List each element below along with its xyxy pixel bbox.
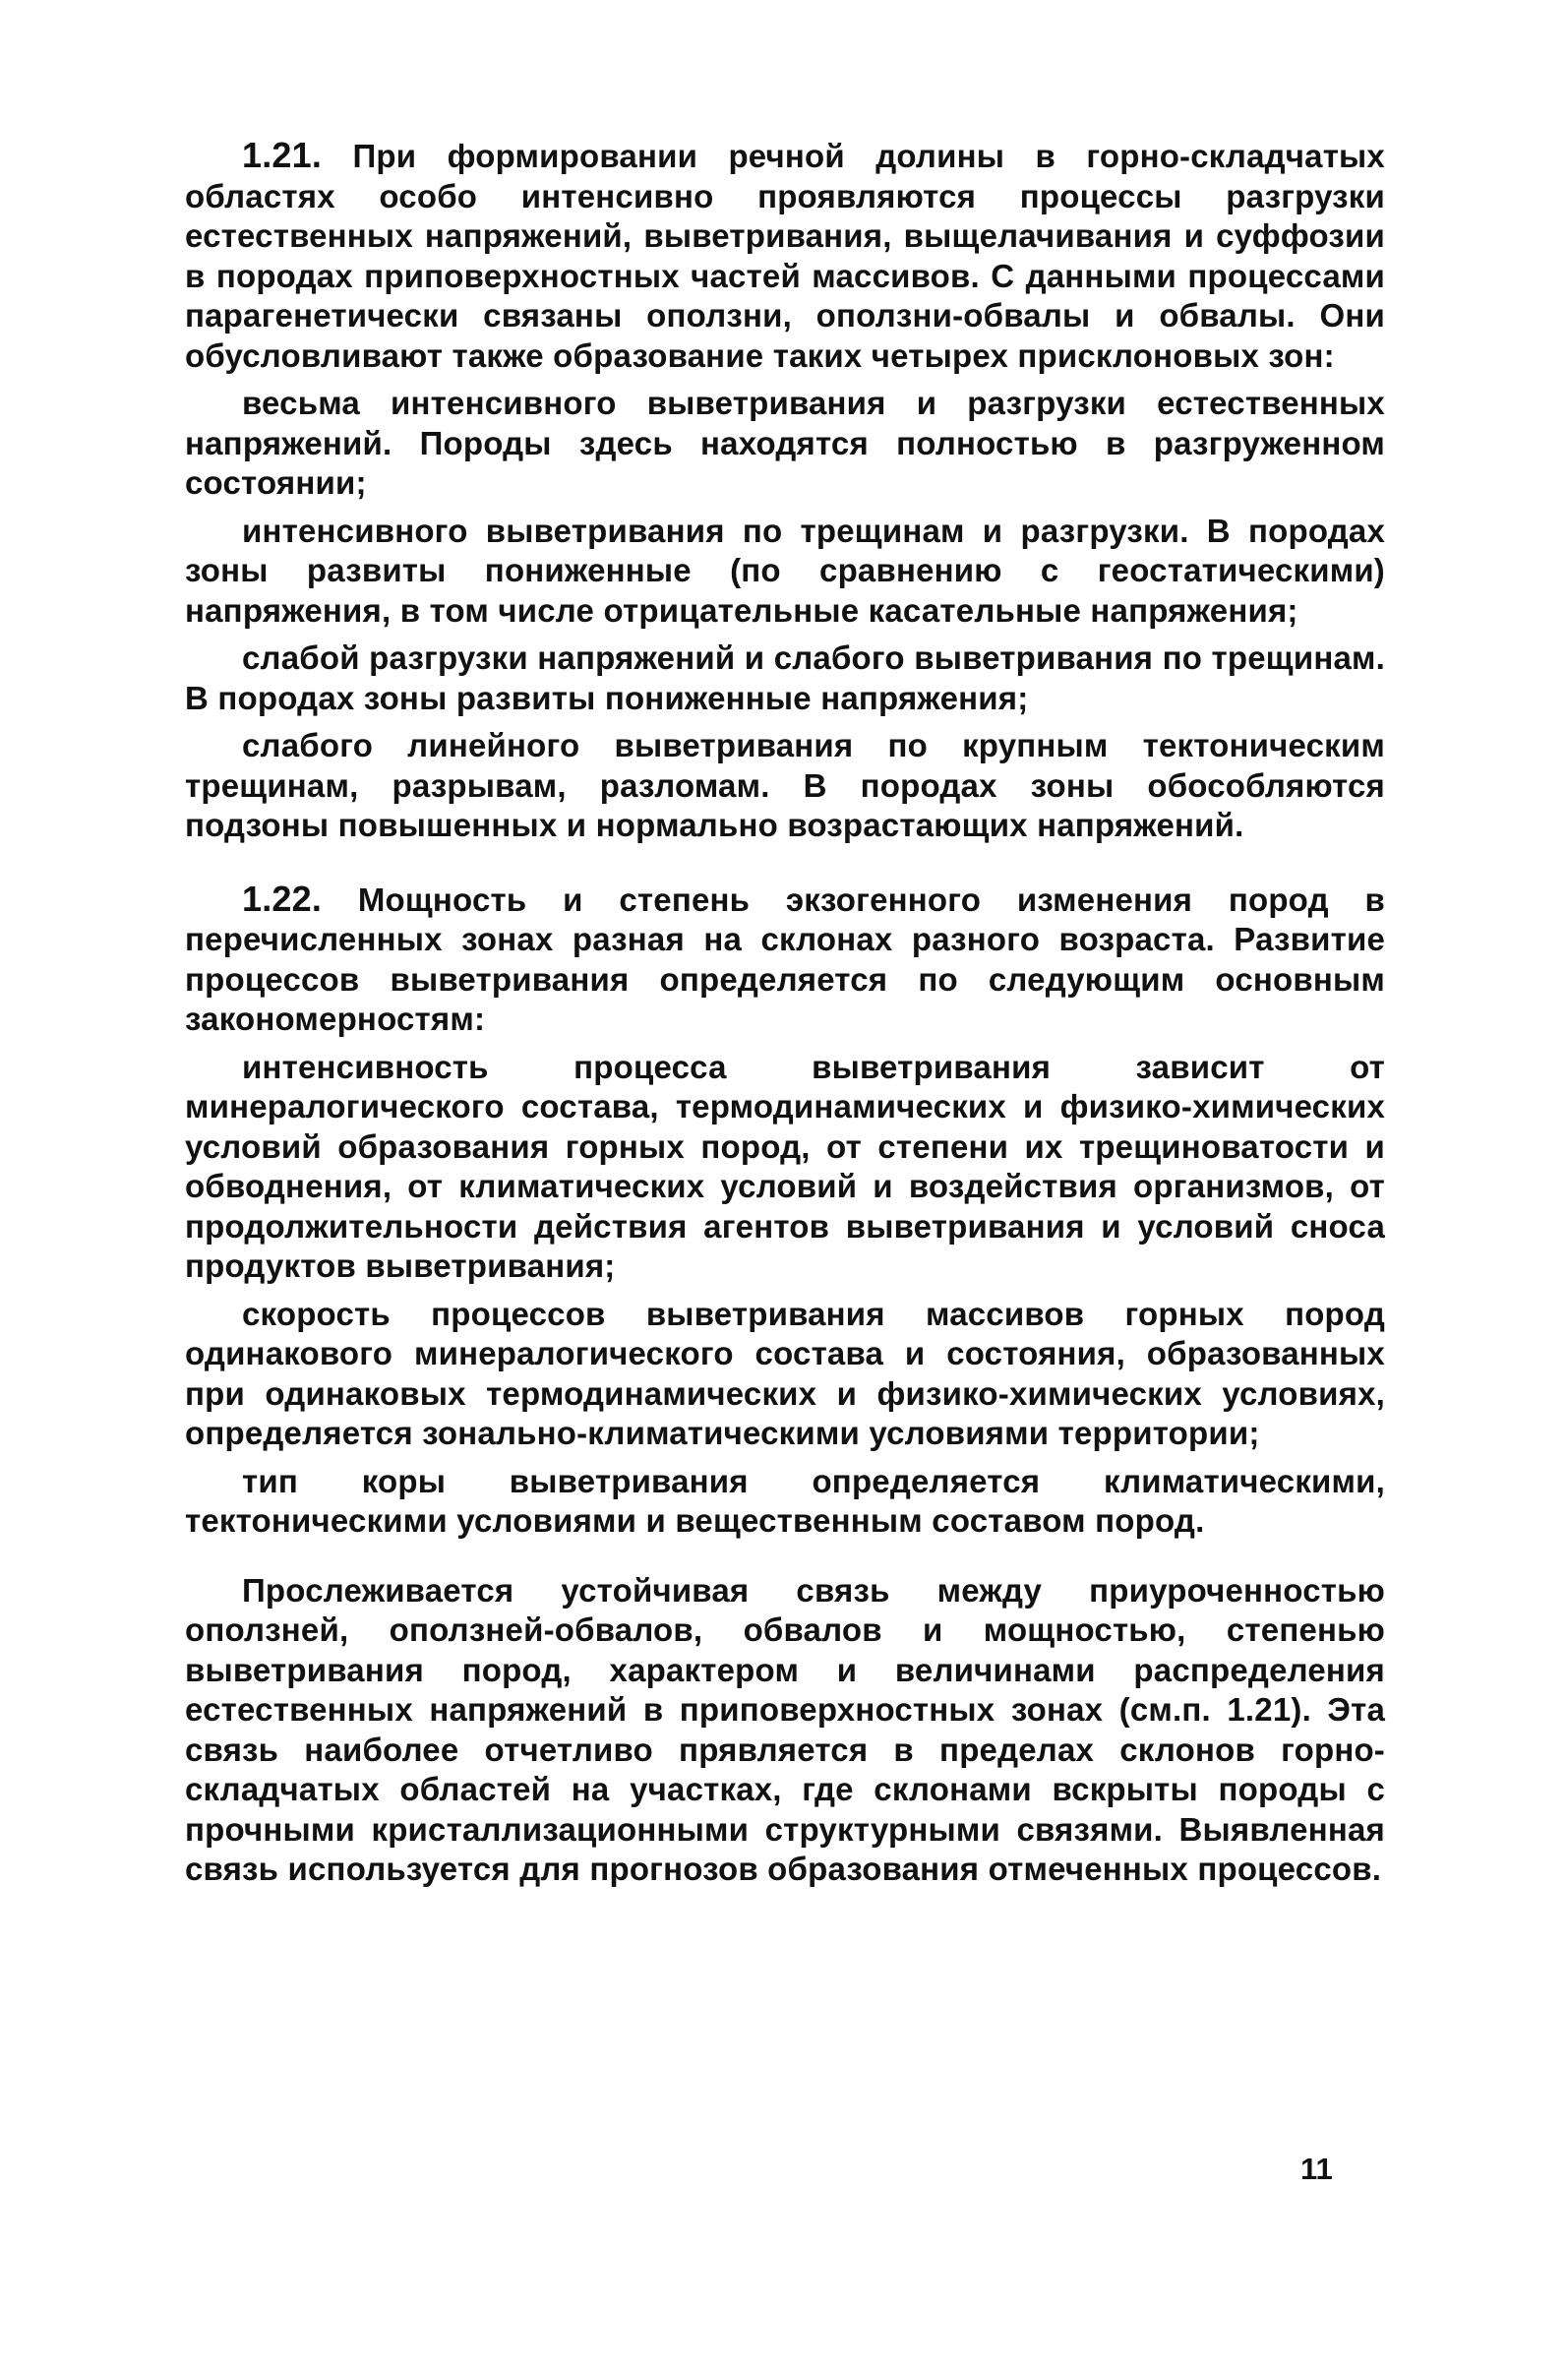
section-number: 1.21. <box>242 135 323 175</box>
section-1-21-intro <box>185 136 1385 376</box>
zone-item: слабого линейного выветривания по крупным тектоническим трещинам, разрывам, разломам. В породах зоны обособляются подзоны повышенных и нормально возрастающих напряжений. <box>185 727 1385 843</box>
rule-item: тип коры выветривания определяется климатическими, тектоническими условиями и вещественным составом пород. <box>185 1462 1385 1539</box>
section-number: 1.22. <box>242 878 323 919</box>
zone-item: интенсивного выветривания по трещинам и разгрузки. В породах зоны развиты пониженные (по сравнению с геостатическими) напряжения, в том числе отрицательные касательные напряжения; <box>185 512 1385 629</box>
paragraph-text: Мощность и степень экзогенного изменения пород в перечисленных зонах разная на склонах разного возраста. Развитие процессов выветривания определяется по следующим основным закономерностям: <box>185 881 1385 1037</box>
rule-item: интенсивность процесса выветривания зависит от минералогического состава, термодинамических и физико-химических условий образования горных пород, от степени их трещиноватости и обводнения, от климатических условий и воздействия организмов, от продолжительности действия агентов выветривания и условий сноса продуктов выветривания; <box>185 1048 1385 1284</box>
conclusion-paragraph: Прослеживается устойчивая связь между приуроченностью оползней, оползней-обвалов, обвалов и мощностью, степенью выветривания пород, характером и величинами распределения естественных напряжений в приповерхностных зонах (см.п. 1.21). Эта связь наиболее отчетливо прявляется в пределах склонов горно-складчатых областей на участках, где склонами вскрыты породы с прочными кристаллизационными структурными связями. Выявленная связь используется для прогнозов образования отмеченных процессов. <box>185 1571 1385 1887</box>
rule-item: скорость процессов выветривания массивов горных пород одинакового минералогического состава и состояния, образованных при одинаковых термодинамических и физико-химических условиях, определяется зонально-климатическими условиями территории; <box>185 1295 1385 1451</box>
document-body <box>185 136 1385 1890</box>
paragraph-text: При формировании речной долины в горно-складчатых областях особо интенсивно проявляются процессы разгрузки естественных напряжений, выветривания, выщелачивания и суффозии в породах приповерхностных частей массивов. С данными процессами парагенетически связаны оползни, оползни-обвалы и обвалы. Они обусловливают также образование таких четырех присклоновых зон: <box>185 138 1385 374</box>
page-number: 11 <box>1300 2152 1333 2186</box>
section-1-22-intro <box>185 880 1385 1040</box>
zone-item: слабой разгрузки напряжений и слабого выветривания по трещинам. В породах зоны развиты пониженные напряжения; <box>185 639 1385 716</box>
zone-item: весьма интенсивного выветривания и разгрузки естественных напряжений. Породы здесь находятся полностью в разгруженном состоянии; <box>185 385 1385 501</box>
